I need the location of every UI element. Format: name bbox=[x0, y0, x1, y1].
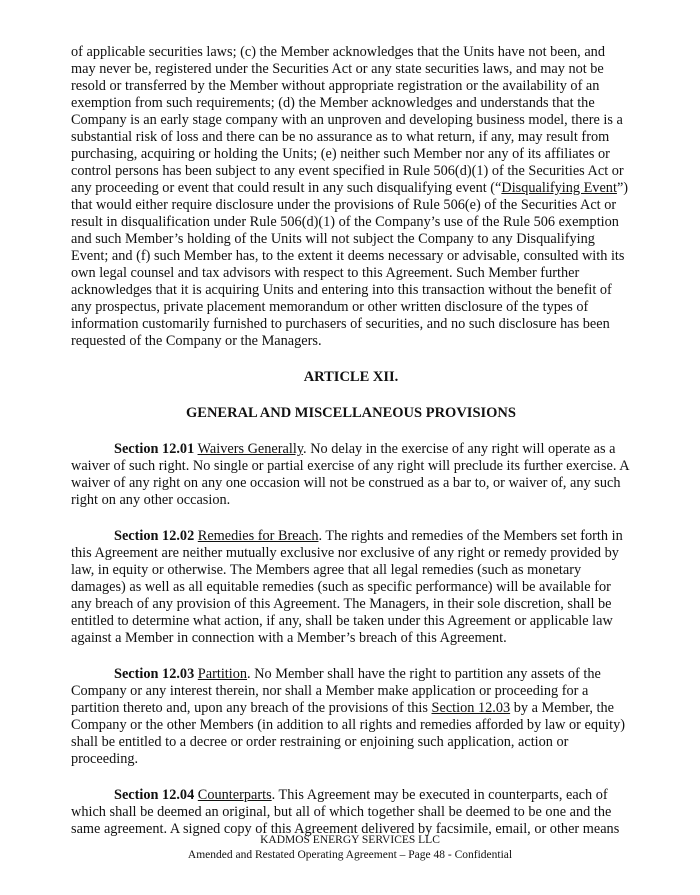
continuation-paragraph: of applicable securities laws; (c) the Member acknowledges that the Units have not been, and may never be, registered under the Securities Act or any state securities laws, and may not be resold or transferred by the Member without appropriate registration or the availability of an exemption from such requirements; (d) the Member acknowledges and understands that the Company is an early stage company with an unproven and developing business model, there is a substantial risk of loss and there can be no assurance as to what return, if any, may result from purchasing, acquiring or holding the Units; (e) neither such Member nor any of its affiliates or control persons has been subject to any event specified in Rule 506(d)(1) of the Securities Act or any proceeding or event that could result in any such disqualifying event (“Disqualifying Event”) that would either require disclosure under the provisions of Rule 506(e) of the Securities Act or result in disqualification under Rule 506(d)(1) of the Company’s use of the Rule 506 exemption and such Member’s holding of the Units will not subject the Company to any Disqualifying Event; and (f) such Member has, to the extent it deems necessary or advisable, consulted with its own legal counsel and tax advisors with respect to this Agreement. Such Member further acknowledges that it is acquiring Units and entering into this transaction without the benefit of any prospectus, private placement memorandum or other written disclosure of the types of information customarily furnished to purchasers of securities, and no such disclosure has been requested of the Company or the Managers. bbox=[71, 44, 629, 349]
section-12-02: Section 12.02 Remedies for Breach. The rights and remedies of the Members set forth in this Agreement are neither mutually exclusive nor exclusive of any right or remedy provided by law, in equity or otherwise. The Members agree that all legal remedies (such as monetary damages) as well as all equitable remedies (such as specific performance) will be available for any breach of any provision of this Agreement. The Managers, in their sole discretion, shall be entitled to determine what action, if any, shall be taken under this Agreement or applicable law against a Member in connection with a Member’s breach of this Agreement. bbox=[71, 528, 623, 646]
section-label: Section 12.03 bbox=[114, 666, 195, 682]
section-label: Section 12.01 bbox=[114, 441, 195, 457]
article-title: GENERAL AND MISCELLANEOUS PROVISIONS bbox=[186, 405, 516, 421]
section-caption: Counterparts bbox=[197, 787, 272, 803]
section-label: Section 12.02 bbox=[114, 528, 195, 544]
defined-term: Disqualifying Event bbox=[501, 180, 617, 196]
section-12-03: Section 12.03 Partition. No Member shall have the right to partition any assets of the Company or any interest therein, nor shall a Member make application or proceeding for a partition thereto and, upon any breach of the provisions of this Section 12.03 by a Member, the Company or the other Members (in addition to all rights and remedies afforded by law or equity) shall be entitled to a decree or order restraining or enjoining such application, action or proceeding. bbox=[71, 666, 625, 767]
section-caption: Partition bbox=[197, 666, 248, 682]
section-caption: Waivers Generally bbox=[197, 441, 304, 457]
section-caption: Remedies for Breach bbox=[197, 528, 319, 544]
section-12-04: Section 12.04 Counterparts. This Agreement may be executed in counterparts, each of which shall be deemed an original, but all of which together shall be deemed to be one and the same agreement. A signed copy of this Agreement delivered by facsimile, email, or other means bbox=[71, 787, 620, 837]
page-footer bbox=[0, 833, 700, 863]
footer-company: KADMOS ENERGY SERVICES LLC bbox=[260, 834, 440, 846]
section-label: Section 12.04 bbox=[114, 787, 195, 803]
section-cross-reference: Section 12.03 bbox=[431, 700, 511, 716]
section-12-01: Section 12.01 Waivers Generally. No delay in the exercise of any right will operate as a waiver of such right. No single or partial exercise of any right will preclude its further exercise. A waiver of any right on any one occasion will not be construed as a bar to, or waiver of, any such right on any other occasion. bbox=[71, 441, 629, 508]
article-number: ARTICLE XII. bbox=[303, 369, 399, 385]
document-page bbox=[71, 44, 631, 857]
footer-page-line: Amended and Restated Operating Agreement – Page 48 - Confidential bbox=[187, 849, 513, 861]
